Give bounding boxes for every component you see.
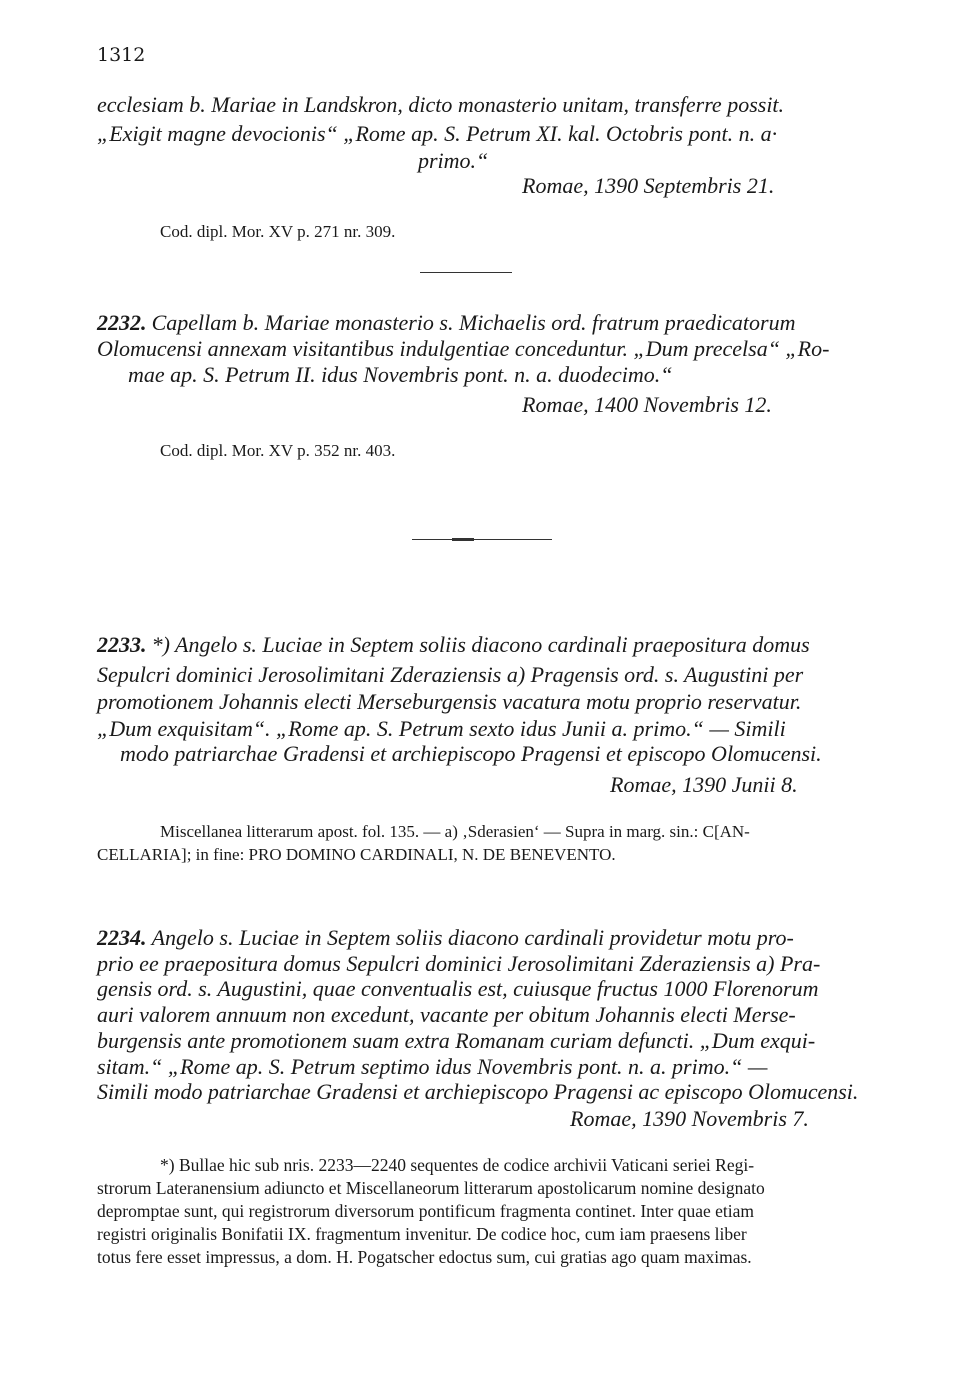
entry-prev-date: Romae, 1390 Septembris 21. [522, 173, 775, 198]
entry-2233-line-1 [97, 632, 810, 658]
entry-prev-source: Cod. dipl. Mor. XV p. 271 nr. 309. [160, 222, 396, 241]
entry-2234-line-3: gensis ord. s. Augustini, quae conventualis est, cuiusque fructus 1000 Florenorum [97, 976, 819, 1001]
separator-rule [412, 539, 552, 540]
entry-2234-line-4: auri valorem annuum non excedunt, vacante per obitum Johannis electi Merse- [97, 1002, 796, 1027]
separator-rule [420, 272, 512, 273]
entry-text: *) Angelo s. Luciae in Septem soliis diacono cardinali praepositura domus [151, 632, 810, 657]
entry-2234-line-7: Simili modo patriarchae Gradensi et archiepiscopo Pragensi ac episcopo Olomucensi. [97, 1079, 859, 1104]
entry-2232-line-1 [97, 310, 795, 336]
footnote-line-3: depromptae sunt, qui registrorum diversorum pontificum fragmenta continet. Inter quae etiam [97, 1201, 755, 1221]
footnote-line-4: registri originalis Bonifatii IX. fragmentum invenitur. De codice hoc, cum iam praesens liber [97, 1224, 747, 1244]
entry-2232-date: Romae, 1400 Novembris 12. [522, 392, 772, 417]
entry-2233-line-3: promotionem Johannis electi Merseburgensis vacatura motu proprio reservatur. [97, 689, 802, 714]
entry-number: 2232. [97, 310, 147, 335]
entry-2233-line-2: Sepulcri dominici Jerosolimitani Zderaziensis a) Pragensis ord. s. Augustini per [97, 662, 804, 687]
footnote-line-2: strorum Lateranensium adiuncto et Miscellaneorum litterarum apostolicarum nomine designato [97, 1178, 765, 1198]
entry-2233-line-4: „Dum exquisitam“. „Rome ap. S. Petrum sexto idus Junii a. primo.“ — Simili [97, 716, 786, 741]
entry-2234-date: Romae, 1390 Novembris 7. [570, 1106, 809, 1131]
entry-2233-source-line-2: CELLARIA]; in fine: PRO DOMINO CARDINALI, N. DE BENEVENTO. [97, 845, 616, 864]
entry-number: 2233. [97, 632, 147, 657]
entry-prev-line-3: primo.“ [418, 148, 489, 173]
entry-2232-line-3: mae ap. S. Petrum II. idus Novembris pont. n. a. duodecimo.“ [128, 362, 673, 387]
entry-2233-line-5: modo patriarchae Gradensi et archiepiscopo Pragensi et episcopo Olomucensi. [120, 741, 822, 766]
separator-rule-center [452, 538, 474, 541]
entry-text: Angelo s. Luciae in Septem soliis diacono cardinali providetur motu pro- [151, 925, 794, 950]
entry-2233-source-line-1: Miscellanea litterarum apost. fol. 135. — a) ‚Sderasien‘ — Supra in marg. sin.: C[AN- [160, 822, 750, 841]
entry-2234-line-1 [97, 925, 794, 951]
entry-2234-line-5: burgensis ante promotionem suam extra Romanam curiam defuncti. „Dum exqui- [97, 1028, 816, 1053]
entry-2233-date: Romae, 1390 Junii 8. [610, 772, 798, 797]
page-number: 1312 [97, 44, 146, 66]
entry-2234-line-6: sitam.“ „Rome ap. S. Petrum septimo idus Novembris pont. n. a. primo.“ — [97, 1054, 768, 1079]
footnote-line-5: totus fere esset impressus, a dom. H. Pogatscher edoctus sum, cui gratias ago quam maximas. [97, 1247, 752, 1267]
entry-2232-line-2: Olomucensi annexam visitantibus indulgentiae conceduntur. „Dum precelsa“ „Ro- [97, 336, 830, 361]
entry-number: 2234. [97, 925, 147, 950]
footnote-line-1: *) Bullae hic sub nris. 2233—2240 sequentes de codice archivii Vaticani seriei Regi- [160, 1155, 755, 1175]
entry-prev-line-1: ecclesiam b. Mariae in Landskron, dicto monasterio unitam, transferre possit. [97, 92, 785, 117]
entry-text: Capellam b. Mariae monasterio s. Michaelis ord. fratrum praedicatorum [151, 310, 796, 335]
entry-prev-line-2: „Exigit magne devocionis“ „Rome ap. S. Petrum XI. kal. Octobris pont. n. a· [97, 121, 778, 146]
entry-2234-line-2: prio ee praepositura domus Sepulcri dominici Jerosolimitani Zderaziensis a) Pra- [97, 951, 821, 976]
entry-2232-source: Cod. dipl. Mor. XV p. 352 nr. 403. [160, 441, 396, 460]
